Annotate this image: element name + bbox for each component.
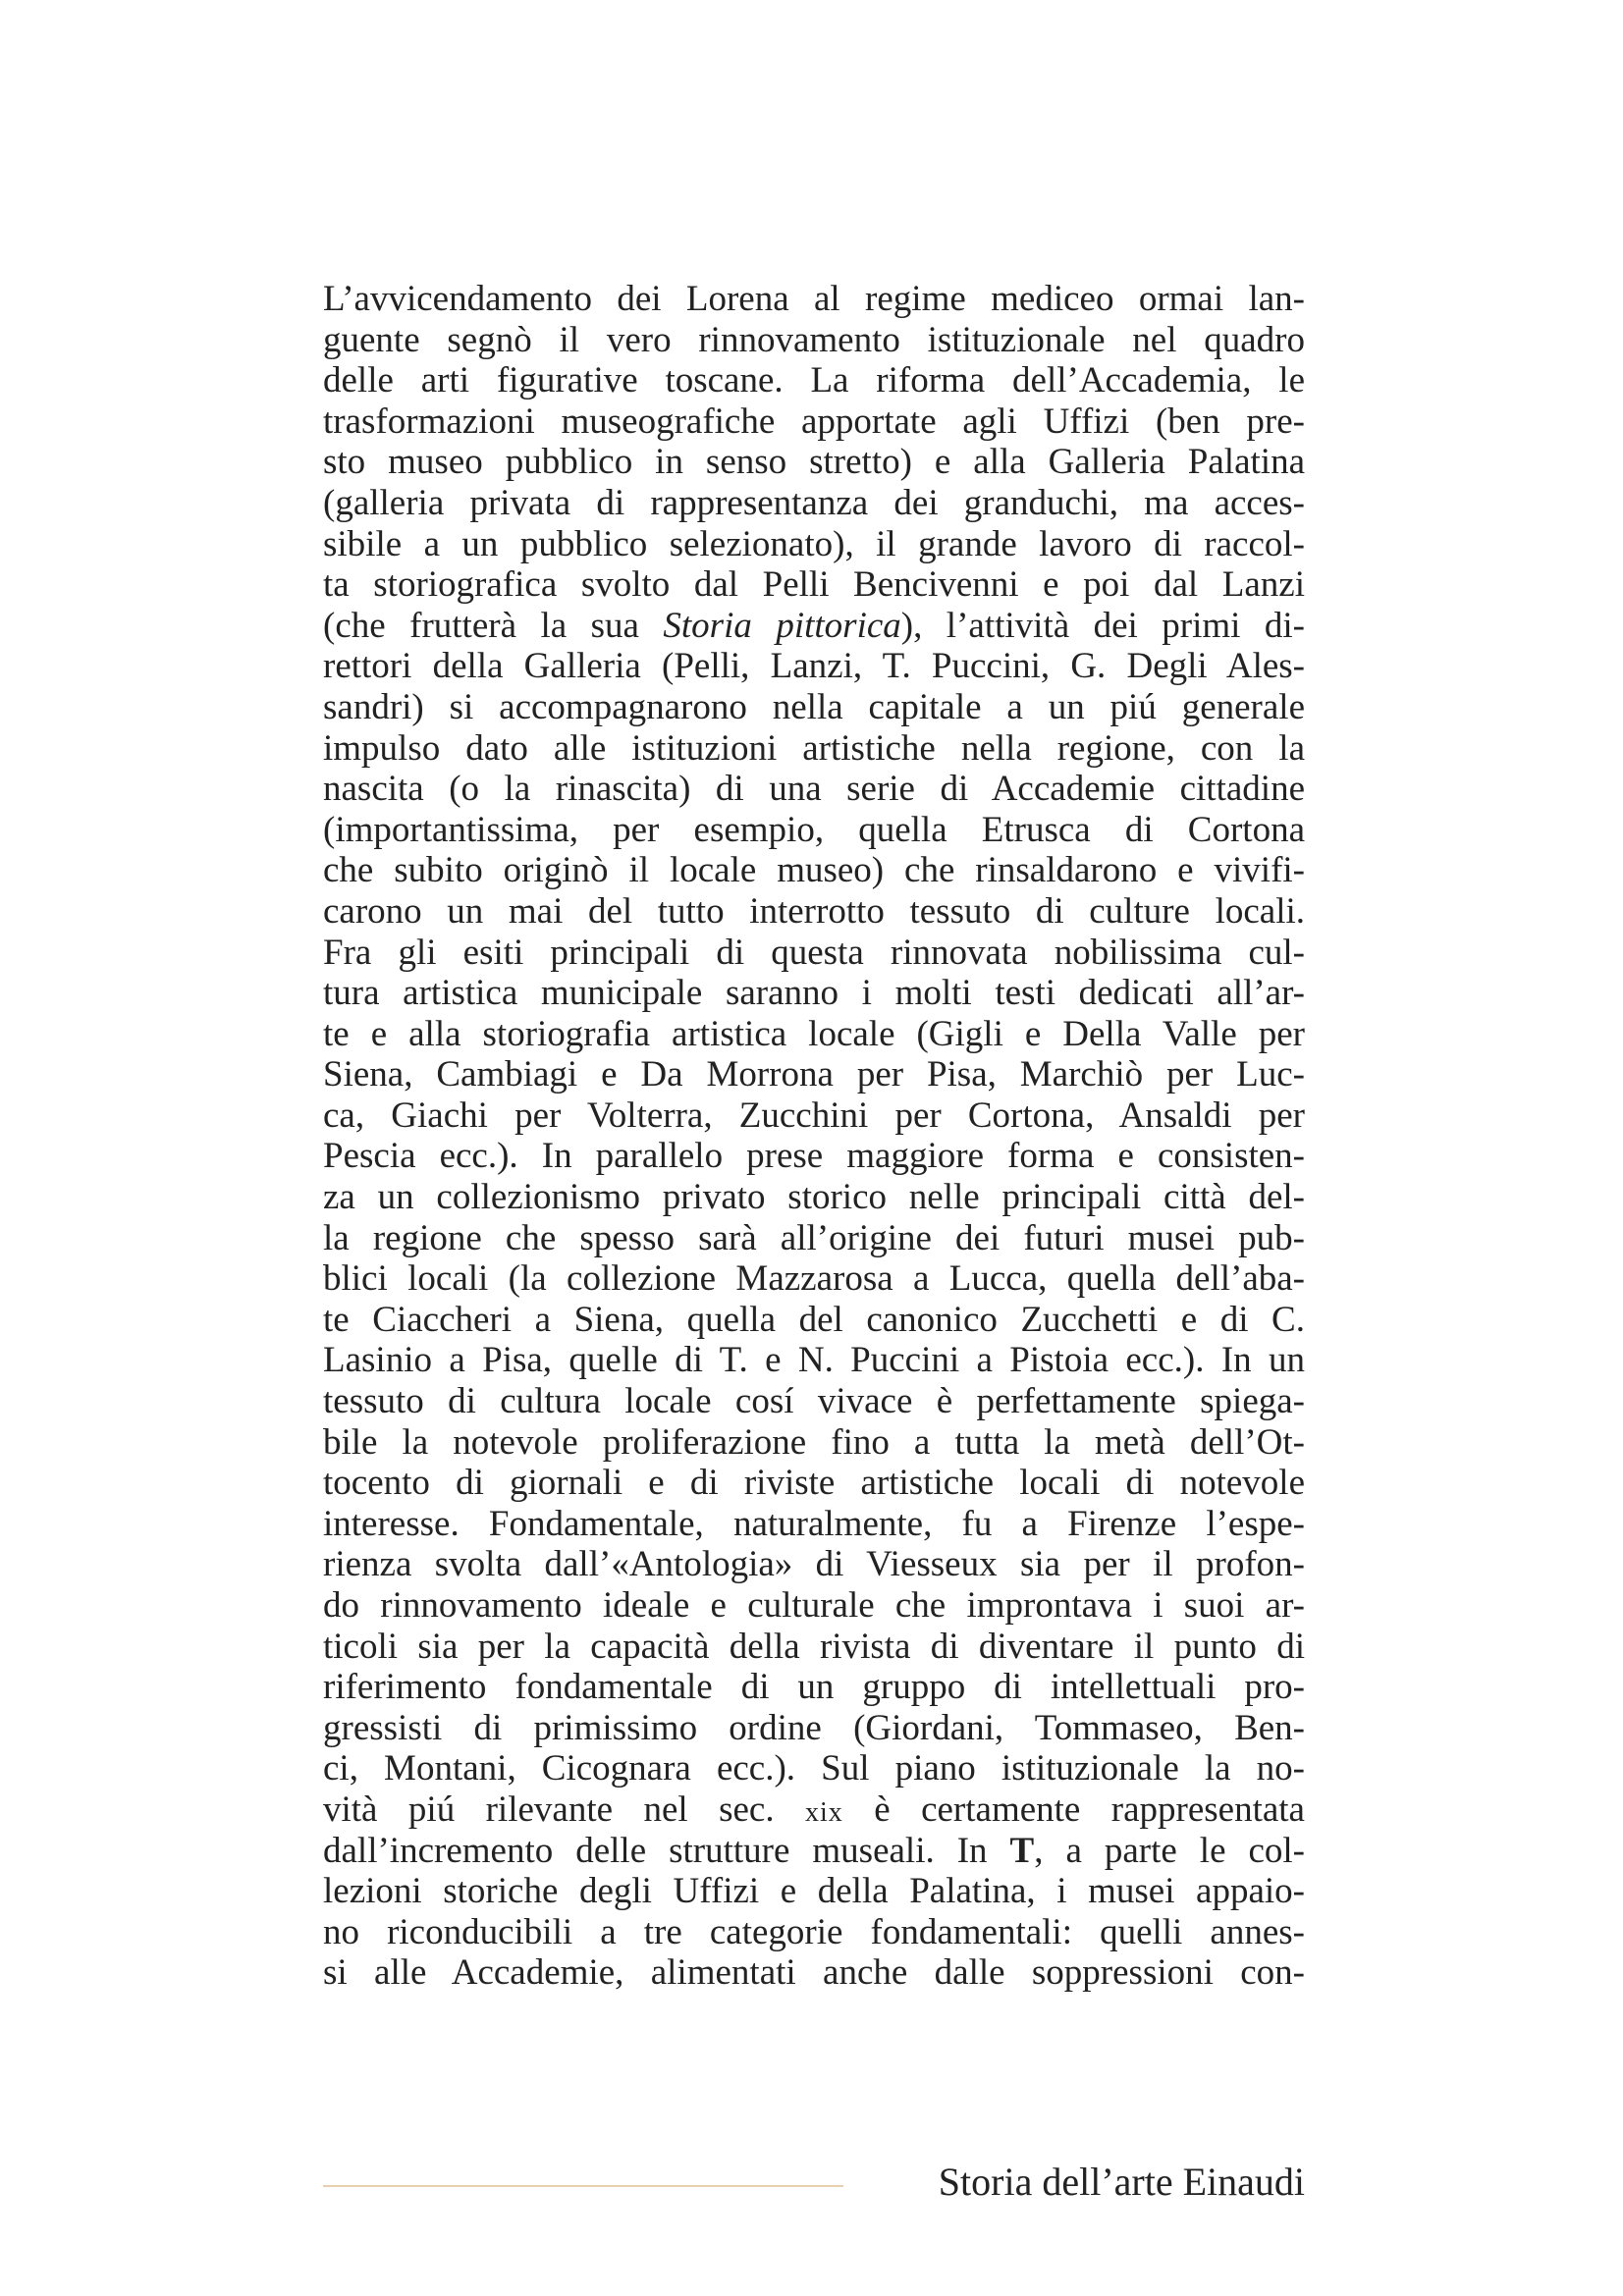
text-line: la regione che spesso sarà all’origine dei futuri musei pub- — [323, 1217, 1305, 1258]
text-segment: è certamente rappresentata — [842, 1789, 1305, 1830]
text-line: riferimento fondamentale di un gruppo di intellettuali pro- — [323, 1667, 1305, 1708]
text-line: (galleria privata di rappresentanza dei granduchi, ma acces- — [323, 482, 1305, 523]
text-line: bile la notevole proliferazione fino a tutta la metà dell’Ot- — [323, 1421, 1305, 1463]
book-title-italic: Storia pittorica — [663, 605, 901, 646]
text-line: za un collezionismo privato storico nelle principali città del- — [323, 1177, 1305, 1218]
text-segment: vità piú rilevante nel sec. — [323, 1789, 806, 1830]
text-line — [323, 606, 1305, 647]
text-segment: dall’incremento delle strutture museali. In — [323, 1830, 1010, 1871]
text-line: interesse. Fondamentale, naturalmente, fu a Firenze l’espe- — [323, 1503, 1305, 1544]
text-line: ta storiografica svolto dal Pelli Bencivenni e poi dal Lanzi — [323, 564, 1305, 606]
text-line: tessuto di cultura locale cosí vivace è perfettamente spiega- — [323, 1381, 1305, 1422]
text-line: sibile a un pubblico selezionato), il grande lavoro di raccol- — [323, 523, 1305, 564]
text-line: rettori della Galleria (Pelli, Lanzi, T. Puccini, G. Degli Ales- — [323, 646, 1305, 687]
roman-numeral-smallcaps: xix — [805, 1796, 843, 1828]
text-line: te Ciaccheri a Siena, quella del canonico Zucchetti e di C. — [323, 1299, 1305, 1340]
text-line: impulso dato alle istituzioni artistiche nella regione, con la — [323, 727, 1305, 769]
region-abbreviation-bold: T — [1009, 1830, 1035, 1871]
text-line: ca, Giachi per Volterra, Zucchini per Cortona, Ansaldi per — [323, 1095, 1305, 1136]
text-line: (importantissima, per esempio, quella Etrusca di Cortona — [323, 809, 1305, 850]
body-text — [323, 279, 1305, 1994]
text-segment: ), l’attività dei primi di- — [900, 605, 1305, 646]
text-line: si alle Accademie, alimentati anche dalle soppressioni con- — [323, 1952, 1305, 1994]
text-line: delle arti figurative toscane. La riforma dell’Accademia, le — [323, 360, 1305, 401]
text-segment: , a parte le col- — [1034, 1830, 1306, 1871]
text-line: tocento di giornali e di riviste artistiche locali di notevole — [323, 1463, 1305, 1504]
text-line — [323, 1831, 1305, 1872]
text-line: che subito originò il locale museo) che rinsaldarono e vivifi- — [323, 850, 1305, 891]
text-segment: (che frutterà la sua — [323, 605, 664, 646]
text-line: guente segnò il vero rinnovamento istituzionale nel quadro — [323, 319, 1305, 360]
text-line: Fra gli esiti principali di questa rinnovata nobilissima cul- — [323, 932, 1305, 973]
text-line: blici locali (la collezione Mazzarosa a Lucca, quella dell’aba- — [323, 1258, 1305, 1300]
text-line — [323, 1789, 1305, 1831]
text-line: L’avvicendamento dei Lorena al regime mediceo ormai lan- — [323, 279, 1305, 319]
text-line: trasformazioni museografiche apportate agli Uffizi (ben pre- — [323, 400, 1305, 442]
text-line: sandri) si accompagnarono nella capitale a un piú generale — [323, 686, 1305, 727]
text-line: tura artistica municipale saranno i molti testi dedicati all’ar- — [323, 973, 1305, 1014]
text-line: rienza svolta dall’«Antologia» di Viesseux sia per il profon- — [323, 1544, 1305, 1585]
text-line: sto museo pubblico in senso stretto) e alla Galleria Palatina — [323, 442, 1305, 483]
text-line: Lasinio a Pisa, quelle di T. e N. Puccini a Pistoia ecc.). In un — [323, 1340, 1305, 1381]
text-line: Pescia ecc.). In parallelo prese maggiore forma e consisten- — [323, 1136, 1305, 1177]
text-line: gressisti di primissimo ordine (Giordani, Tommaseo, Ben- — [323, 1707, 1305, 1748]
footer-title: Storia dell’arte Einaudi — [938, 2160, 1305, 2204]
text-line: lezioni storiche degli Uffizi e della Palatina, i musei appaio- — [323, 1871, 1305, 1912]
text-line: ci, Montani, Cicognara ecc.). Sul piano istituzionale la no- — [323, 1748, 1305, 1789]
footer-rule — [323, 2185, 843, 2187]
text-line: ticoli sia per la capacità della rivista di diventare il punto di — [323, 1626, 1305, 1667]
text-line: carono un mai del tutto interrotto tessuto di culture locali. — [323, 890, 1305, 932]
text-line: do rinnovamento ideale e culturale che improntava i suoi ar- — [323, 1585, 1305, 1626]
text-line: nascita (o la rinascita) di una serie di Accademie cittadine — [323, 769, 1305, 810]
text-line: Siena, Cambiagi e Da Morrona per Pisa, Marchiò per Luc- — [323, 1054, 1305, 1095]
text-line: te e alla storiografia artistica locale (Gigli e Della Valle per — [323, 1013, 1305, 1054]
text-line: no riconducibili a tre categorie fondamentali: quelli annes- — [323, 1911, 1305, 1952]
